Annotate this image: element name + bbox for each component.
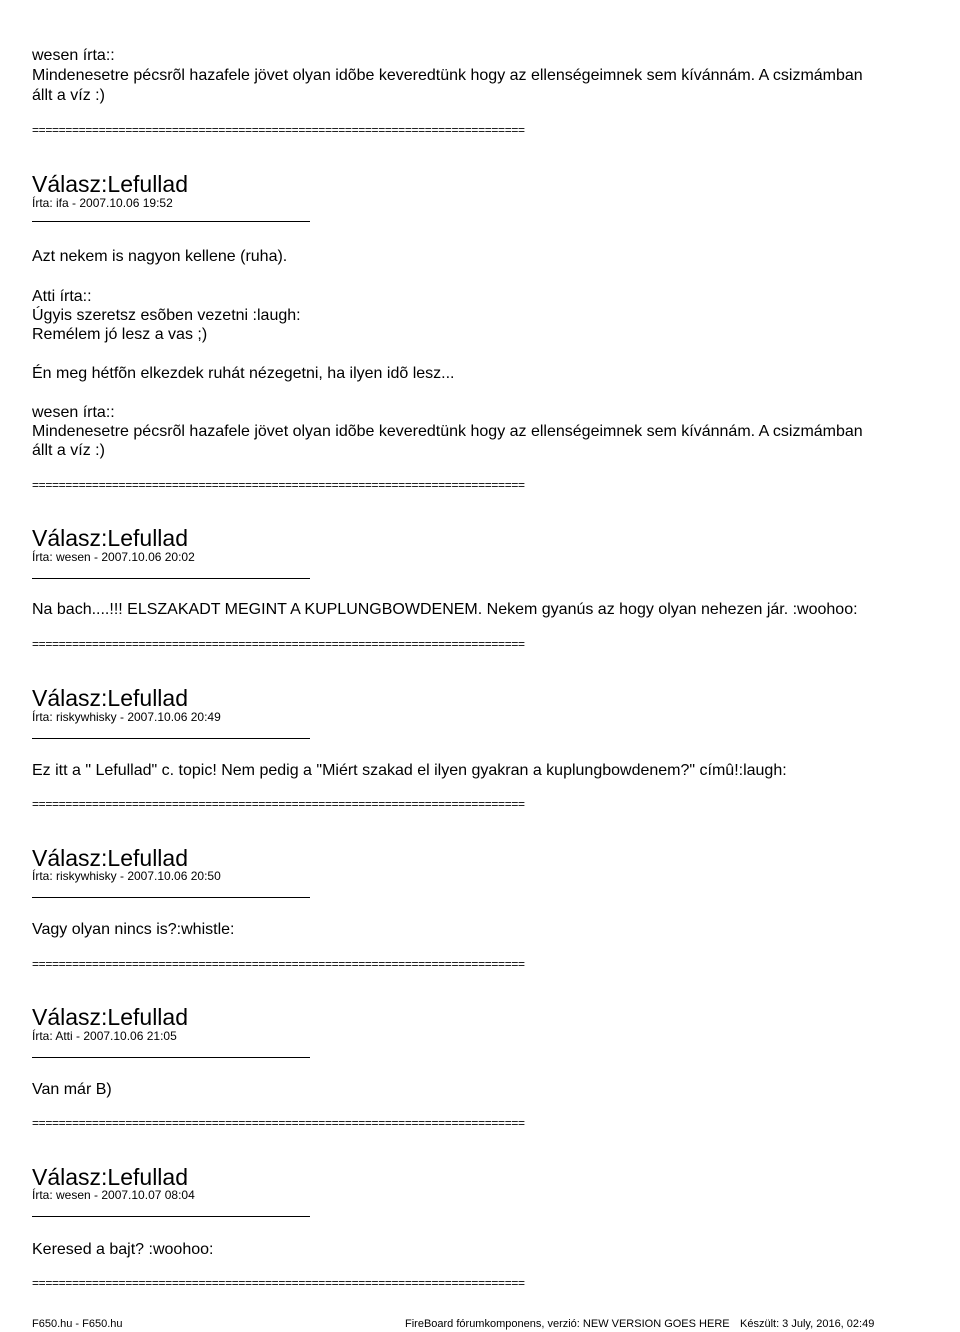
post-body-line: Én meg hétfõn elkezdek ruhát nézegetni, ha ilyen idõ lesz...	[32, 365, 455, 382]
separator-line: ==========================================================================	[32, 797, 525, 811]
quote-text-line: Remélem jó lesz a vas ;)	[32, 326, 208, 343]
post-meta: Írta: riskywhisky - 2007.10.06 20:50	[32, 869, 221, 883]
footer-component: FireBoard fórumkomponens, verzió: NEW VERSION GOES HERE	[405, 1318, 730, 1330]
separator-line: ==========================================================================	[32, 957, 525, 971]
quote-text-line: Mindenesetre pécsrõl hazafele jövet olyan idõbe keveredtünk hogy az ellenségeimnek sem kívánnám. A csizmámban	[32, 67, 863, 84]
quote-text-line: állt a víz :)	[32, 442, 105, 459]
post-body-line: Van már B)	[32, 1081, 112, 1098]
quote-text-line: Úgyis szeretsz esõben vezetni :laugh:	[32, 307, 301, 324]
post-body-line: Ez itt a " Lefullad" c. topic! Nem pedig a "Miért szakad el ilyen gyakran a kuplungbowdenem?" címû!:laugh:	[32, 762, 787, 779]
separator-line: ==========================================================================	[32, 1116, 525, 1130]
separator-line: ==========================================================================	[32, 123, 525, 137]
post-divider	[32, 221, 310, 222]
post-body-line: Azt nekem is nagyon kellene (ruha).	[32, 248, 288, 265]
post-title: Válasz:Lefullad	[32, 685, 188, 711]
post-meta: Írta: riskywhisky - 2007.10.06 20:49	[32, 710, 221, 724]
post-body-line: Keresed a bajt? :woohoo:	[32, 1241, 214, 1258]
post-title: Válasz:Lefullad	[32, 171, 188, 197]
post-divider	[32, 1216, 310, 1217]
quote-text-line: Mindenesetre pécsrõl hazafele jövet olyan idõbe keveredtünk hogy az ellenségeimnek sem kívánnám. A csizmámban	[32, 423, 863, 440]
post-title: Válasz:Lefullad	[32, 845, 188, 871]
post-meta: Írta: Atti - 2007.10.06 21:05	[32, 1029, 177, 1043]
footer-site: F650.hu - F650.hu	[32, 1318, 123, 1330]
separator-line: ==========================================================================	[32, 478, 525, 492]
post-divider	[32, 897, 310, 898]
post-title: Válasz:Lefullad	[32, 1004, 188, 1030]
post-divider	[32, 1057, 310, 1058]
post-title: Válasz:Lefullad	[32, 525, 188, 551]
quote-author: wesen írta::	[32, 404, 115, 421]
quote-text-line: állt a víz :)	[32, 87, 105, 104]
post-meta: Írta: wesen - 2007.10.07 08:04	[32, 1188, 195, 1202]
post-divider	[32, 578, 310, 579]
separator-line: ==========================================================================	[32, 1276, 525, 1290]
post-divider	[32, 738, 310, 739]
quote-author: Atti írta::	[32, 288, 92, 305]
post-meta: Írta: ifa - 2007.10.06 19:52	[32, 196, 173, 210]
post-body-line: Vagy olyan nincs is?:whistle:	[32, 921, 235, 938]
footer-generated: Készült: 3 July, 2016, 02:49	[740, 1318, 875, 1330]
post-title: Válasz:Lefullad	[32, 1164, 188, 1190]
separator-line: ==========================================================================	[32, 637, 525, 651]
quote-author: wesen írta::	[32, 47, 115, 64]
post-body-line: Na bach....!!! ELSZAKADT MEGINT A KUPLUNGBOWDENEM. Nekem gyanús az hogy olyan nehezen jár. :woohoo:	[32, 601, 858, 618]
post-meta: Írta: wesen - 2007.10.06 20:02	[32, 550, 195, 564]
